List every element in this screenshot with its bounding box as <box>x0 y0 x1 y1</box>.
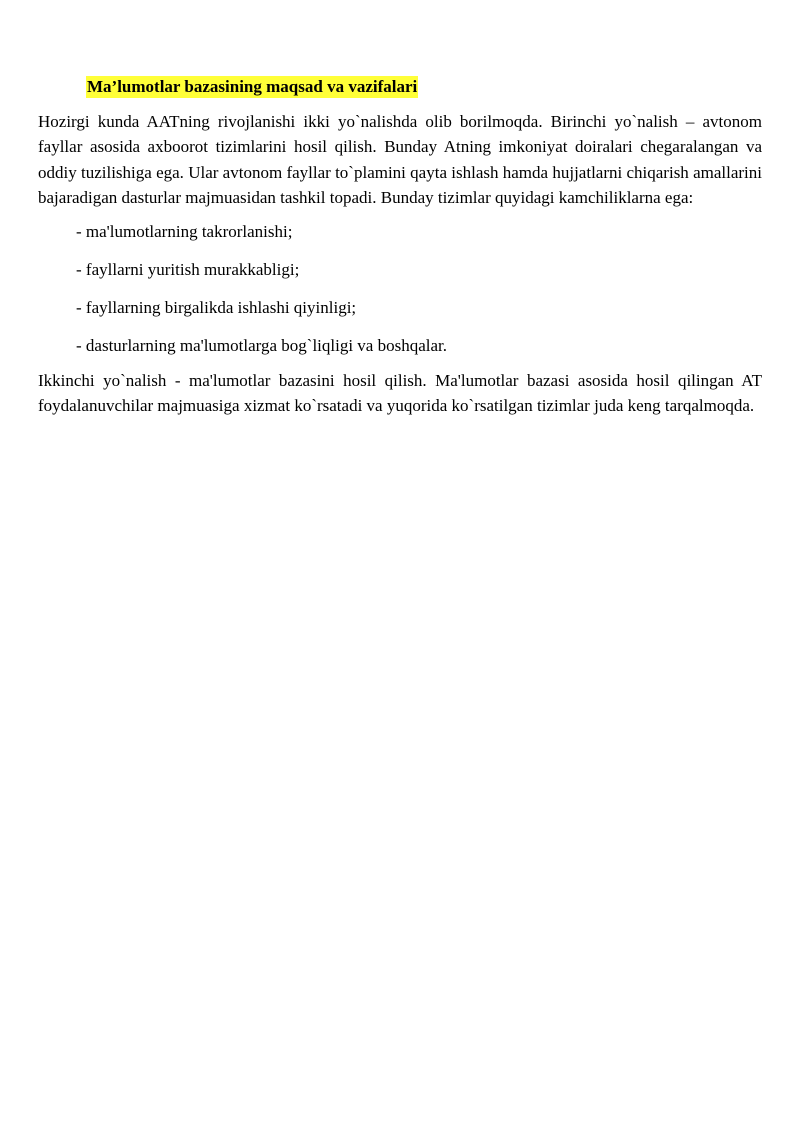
section-heading: Ma’lumotlar bazasining maqsad va vazifalari <box>87 77 418 96</box>
intro-paragraph: Hozirgi kunda AATning rivojlanishi ikki yo`nalishda olib borilmoqda. Birinchi yo`nalish – avtonom fayllar asosida axboorot tizimlarini hosil qilish. Bunday Atning imkoniyat doiralari chegaralangan va oddiy tuzilishiga ega. Ular avtonom fayllar to`plamini qayta ishlash hamda hujjatlarni chiqarish amallarini bajaradigan dasturlar majmuasidan tashkil topadi. Bunday tizimlar quyidagi kamchiliklarna ega: <box>38 112 762 207</box>
list-item: - dasturlarning ma'lumotlarga bog`liqligi va boshqalar. <box>76 336 448 356</box>
heading-line <box>38 74 762 100</box>
list-item: - ma'lumotlarning takrorlanishi; <box>76 222 293 242</box>
list-item: - fayllarning birgalikda ishlashi qiyinligi; <box>76 298 357 318</box>
list-item: - fayllarni yuritish murakkabligi; <box>76 260 300 280</box>
document-page <box>38 74 762 419</box>
closing-paragraph: Ikkinchi yo`nalish - ma'lumotlar bazasini hosil qilish. Ma'lumotlar bazasi asosida hosil qilingan AT foydalanuvchilar majmuasiga xizmat ko`rsatadi va yuqorida ko`rsatilgan tizimlar juda keng tarqalmoqda. <box>38 371 762 416</box>
shortcomings-list <box>38 219 762 358</box>
